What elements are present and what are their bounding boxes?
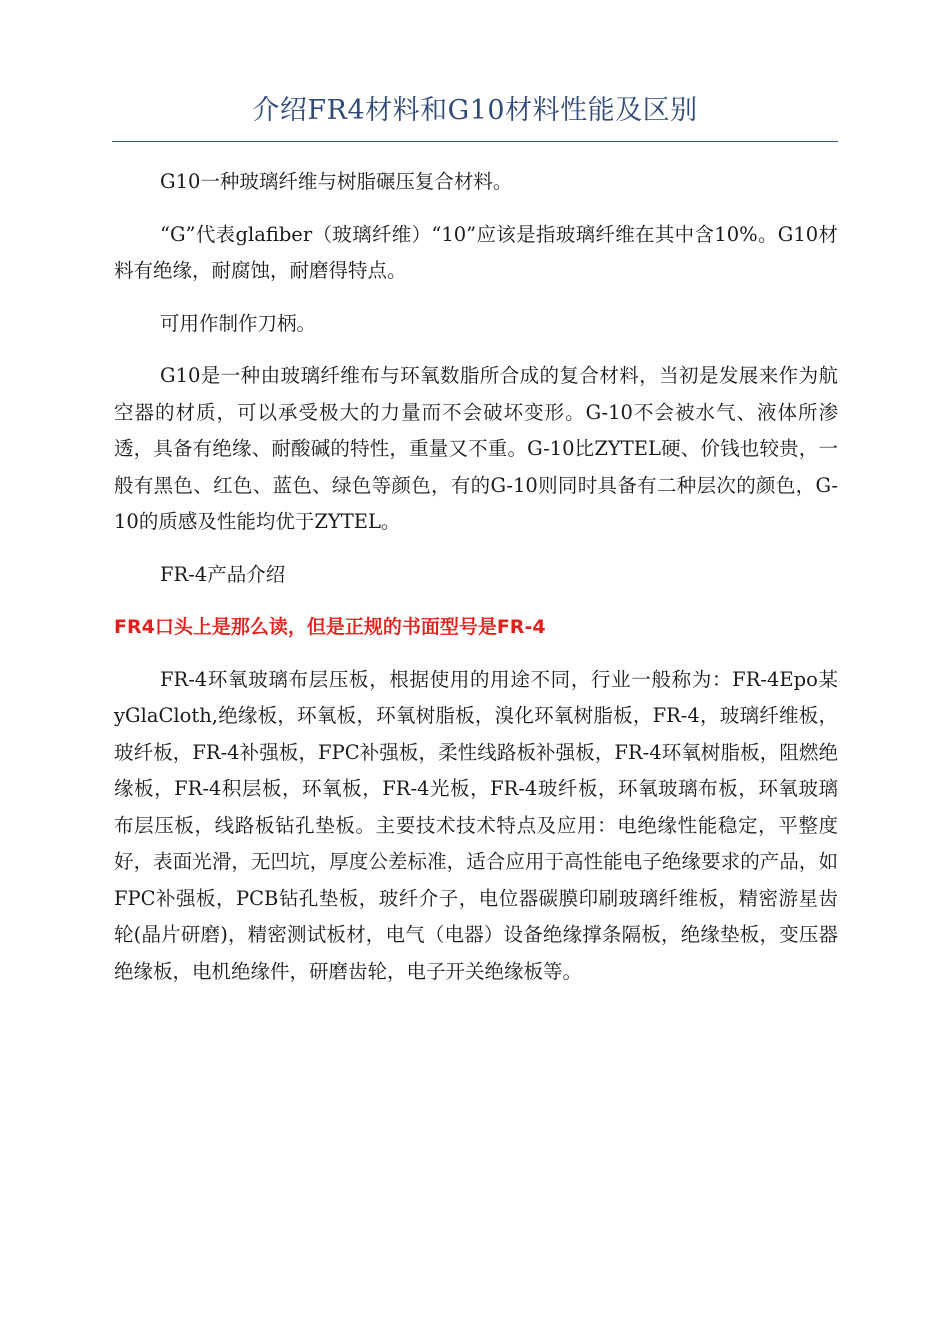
document-body <box>114 164 838 990</box>
paragraph-fr4-heading: FR-4产品介绍 <box>160 562 286 586</box>
title-divider <box>112 141 838 142</box>
paragraph-g10-intro: G10一种玻璃纤维与树脂碾压复合材料。 <box>160 170 513 193</box>
paragraph-fr4-highlight: FR4口头上是那么读，但是正规的书面型号是FR-4 <box>114 616 546 638</box>
paragraph-g10-meaning: “G”代表glafiber（玻璃纤维）“10”应该是指玻璃纤维在其中含10%。G10材料有绝缘，耐腐蚀，耐磨得特点。 <box>114 222 838 282</box>
paragraph-g10-details: G10是一种由玻璃纤维布与环氧数脂所合成的复合材料，当初是发展来作为航空器的材质，可以承受极大的力量而不会破坏变形。G-10不会被水气、液体所渗透，具备有绝缘、耐酸碱的特性，重量又不重。G-10比ZYTEL硬、价钱也较贵，一般有黑色、红色、蓝色、绿色等颜色，有的G-10则同时具备有二种层次的颜色，G-10的质感及性能均优于ZYTEL。 <box>114 364 838 533</box>
paragraph-g10-usage: 可用作制作刀柄。 <box>160 311 317 335</box>
paragraph-fr4-details: FR-4环氧玻璃布层压板，根据使用的用途不同，行业一般称为：FR-4Epo某yGlaCloth,绝缘板，环氧板，环氧树脂板，溴化环氧树脂板，FR-4，玻璃纤维板，玻纤板，FR-4补强板，FPC补强板，柔性线路板补强板，FR-4环氧树脂板，阻燃绝缘板，FR-4积层板，环氧板，FR-4光板，FR-4玻纤板，环氧玻璃布板，环氧玻璃布层压板，线路板钻孔垫板。主要技术技术特点及应用：电绝缘性能稳定，平整度好，表面光滑，无凹坑，厚度公差标准，适合应用于高性能电子绝缘要求的产品，如FPC补强板，PCB钻孔垫板，玻纤介子，电位器碳膜印刷玻璃纤维板，精密游星齿轮(晶片研磨)，精密测试板材，电气（电器）设备绝缘撑条隔板，绝缘垫板，变压器绝缘板，电机绝缘件，研磨齿轮，电子开关绝缘板等。 <box>114 667 838 983</box>
document-title: 介绍FR4材料和G10材料性能及区别 <box>252 95 698 126</box>
